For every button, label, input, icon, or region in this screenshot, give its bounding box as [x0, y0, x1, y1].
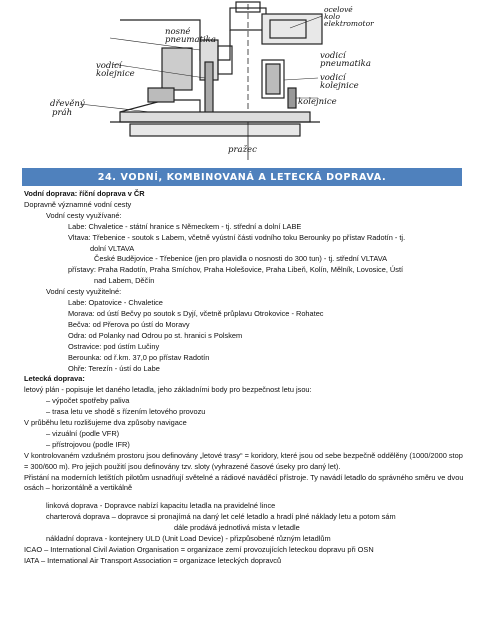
text-line: České Budějovice - Třebenice (jen pro plavidla o nosnosti do 300 tun) - tj. střední VLTAVA: [94, 254, 388, 264]
text-line: ICAO – International Civil Aviation Organisation = organizace zemí provozujících leteckou dopravu při OSN: [24, 545, 374, 554]
heading-vodni-doprava: Vodní doprava: říční doprava v ČR: [24, 189, 145, 198]
text-line: IATA – International Air Transport Association = organizace leteckých dopravců: [24, 555, 282, 565]
text-line: charterová doprava – dopravce si pronajímá na daný let celé letadlo a hradí plné náklady letu a potom sám: [46, 512, 396, 522]
text-line: Ohře: Terezín - ústí do Labe: [68, 363, 160, 373]
text-line: Vltava: Třebenice - soutok s Labem, včetně vyústní části vodního toku Berounky po přístav Radotín - tj.: [68, 232, 406, 242]
text-line: letový plán - popisuje let daného letadla, jeho základními body pro bezpečnost letu jsou:: [24, 385, 312, 395]
subheading-vyuzivane: Vodní cesty využívané:: [46, 210, 122, 220]
paragraph-letove-trasy: V kontrolovaném vzdušném prostoru jsou definovány „letové trasy“ = koridory, které jsou od sebe bezpečně oddělěny (1000/2000 stop = 300/600 m). Pro jejich použití jsou definovány tzv. sloty (vyhrazené časové úseky pro daný let).: [24, 450, 463, 471]
text-line: přístavy: Praha Radotín, Praha Smíchov, Praha Holešovice, Praha Libeň, Kolín, Mělník, Lovosice, Ústí: [68, 265, 404, 275]
text-line: Ostravice: pod ústím Lučiny: [68, 341, 160, 351]
label-vodici-pneumatika: vodicí pneumatika: [320, 51, 371, 69]
subheading-vyuzitelne: Vodní cesty využitelné:: [46, 287, 122, 297]
list-item: – trasa letu ve shodě s řízením letového provozu: [46, 407, 206, 417]
label-vodici-kolejnice-left: vodicí kolejnice: [96, 61, 135, 79]
text-line: Labe: Opatovice - Chvaletice: [68, 298, 163, 308]
guideway-cross-section-drawing: [0, 0, 480, 162]
text-line: linková doprava - Dopravce nabízí kapacitu letadla na pravidelné lince: [46, 501, 276, 511]
label-ocelove-kolo: ocelové kolo elektromotor: [324, 5, 374, 28]
list-item: – vizuální (podle VFR): [46, 428, 120, 438]
label-prazec: pražec: [228, 145, 257, 155]
section-heading: 24. VODNÍ, KOMBINOVANÁ A LETECKÁ DOPRAVA.: [22, 168, 462, 186]
text-line: V průběhu letu rozlišujeme dva způsoby navigace: [24, 418, 187, 428]
label-vodici-kolejnice-right: vodicí kolejnice: [320, 73, 359, 91]
text-line: Labe: Chvaletice - státní hranice s Německem - tj. střední a dolní LABE: [68, 221, 302, 231]
label-nosne-pneumatika: nosné pneumatika: [165, 27, 216, 45]
text-line: Bečva: od Přerova po ústí do Moravy: [68, 319, 190, 329]
list-item: – výpočet spotřeby paliva: [46, 396, 130, 406]
text-line: Morava: od ústí Bečvy po soutok s Dyjí, včetně průplavu Otrokovice - Rohatec: [68, 308, 324, 318]
text-line: nákladní doprava - kontejnery ULD (Unit Load Device) - přizpůsobené různým letadlům: [46, 534, 331, 544]
spacer: [24, 494, 464, 501]
label-kolejnice: kolejnice: [298, 97, 337, 107]
label-drevny-prah: dřevěný práh: [50, 99, 85, 118]
text-line: dolní VLTAVA: [90, 243, 135, 253]
list-item: – přístrojovou (podle IFR): [46, 439, 130, 449]
paragraph-pristani: Přistání na moderních letištích pilotům usnadňují světelné a rádiové naváděcí přístroje. Ty navádí letadlo do správného směru ve dvou osách – horizontálně a vertikálně: [24, 472, 464, 493]
text-line: nad Labem, Děčín: [94, 276, 155, 286]
text-line: Dopravně významné vodní cesty: [24, 199, 132, 209]
text-line: Odra: od Polanky nad Odrou po st. hranici s Polskem: [68, 330, 243, 340]
text-line: dále prodává jednotlivá místa v letadle: [174, 523, 300, 533]
document-body: [24, 189, 464, 567]
text-line: Berounka: od ř.km. 37,0 po přístav Radotín: [68, 352, 210, 362]
heading-letecka-doprava: Letecká doprava:: [24, 374, 85, 384]
